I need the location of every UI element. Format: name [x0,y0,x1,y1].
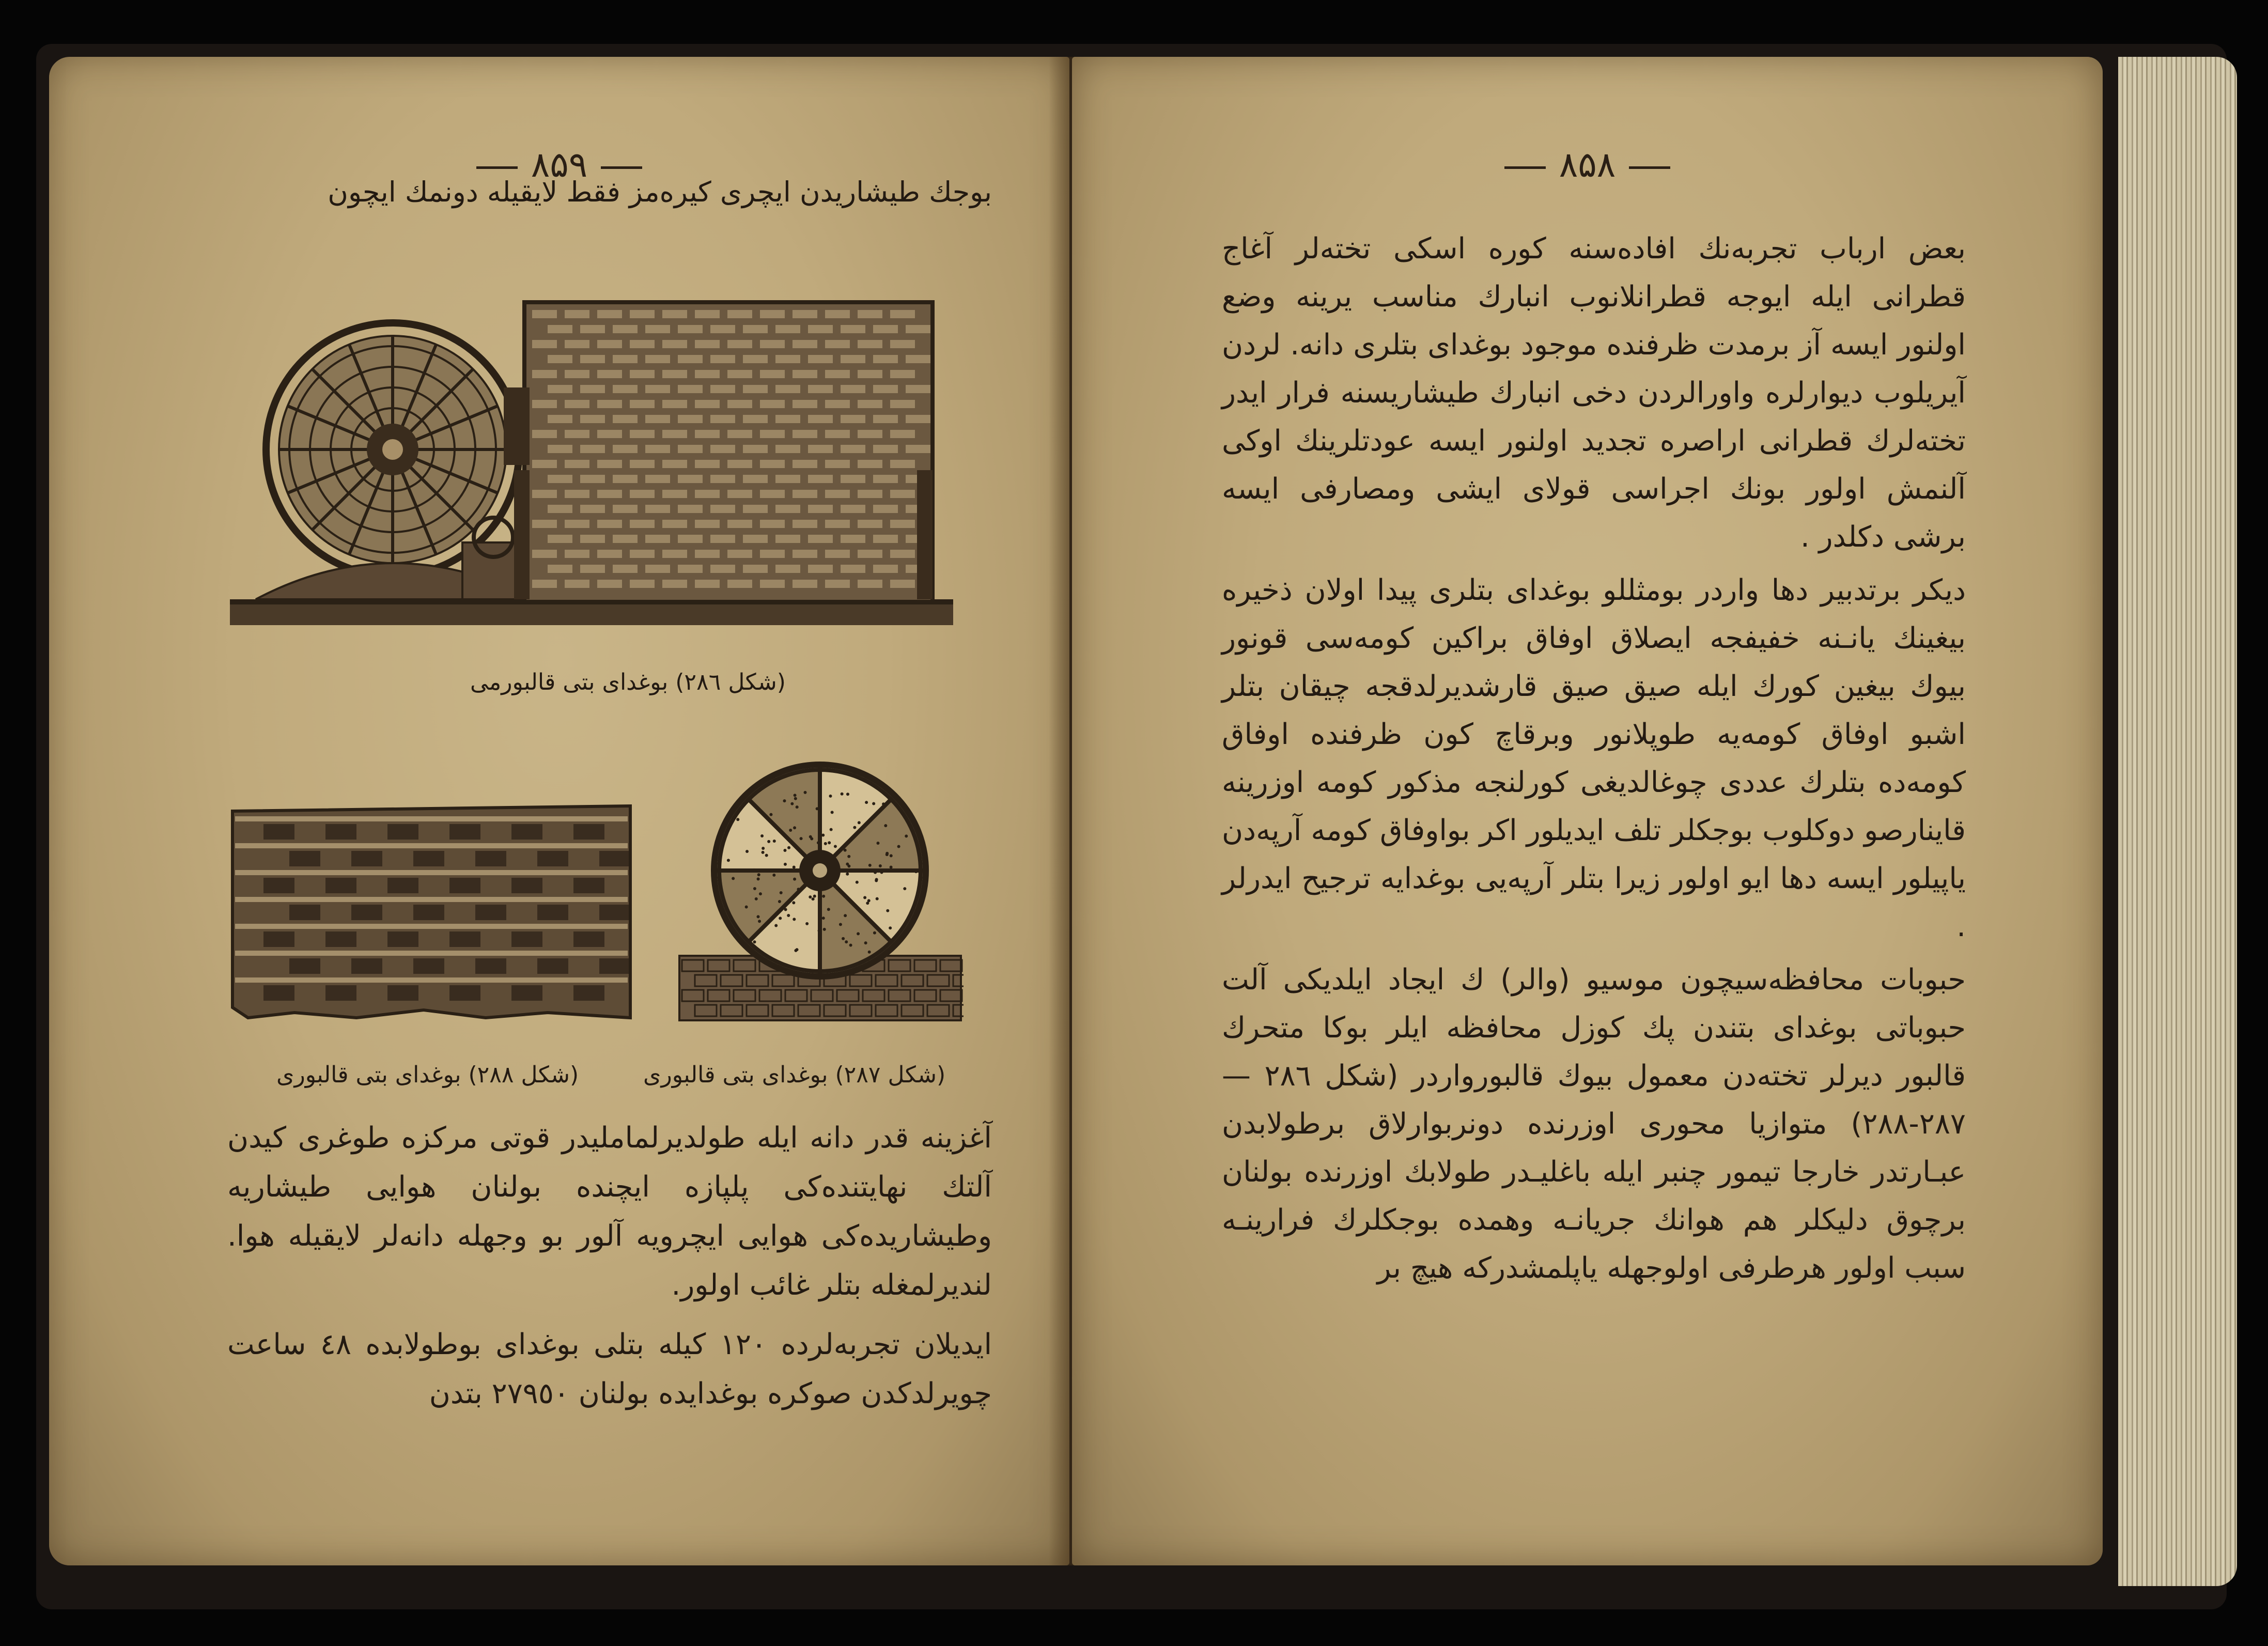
figure-286-caption: (شكل ٢٨٦) بوغداى بتى قالبورمى [470,669,786,695]
right-page [1072,57,2103,1565]
left-page [49,57,1069,1565]
left-paragraph-2: ايديلان تجربه‌لرده ١٢٠ كيله بتلى بوغداى بوطولابده ٤٨ ساعت چويرلدكدن صوكره بوغدايده بولنان ٢٧٩٥٠ بتدن [227,1328,992,1410]
left-body-text [227,1113,992,1418]
figure-287-illustration [677,754,964,1023]
right-body-text [1222,225,1966,1292]
left-paragraph-1: آغزينه قدر دانه ايله طولديرلمامليدر قوتى مركزه طوغرى كيدن آلتك نهايتنده‌كى پلپازه ايچنده بولنان هوايى طيشاريه وطيشاريده‌كى هوايى ايچرويه آلور بو وجهله دانه‌لر لايقيله هوا. لنديرلمغله بتلر غائب اولور. [227,1121,992,1302]
page-edges [2118,57,2237,1586]
figure-288-caption: (شكل ٢٨٨) بوغداى بتى قالبورى [276,1062,579,1088]
right-paragraph-3: حبوبات محافظه‌سيچون موسيو (والر) ك ايجاد ايلديكى آلت حبوباتى بوغداى بتندن پك كوزل محافظه ايلر بوكا متحرك قالبور ديرلر تخته‌دن معمول بيوك قالبورواردر (شكل ٢٨٦ — ٢٨٧-٢٨٨) متوازيا محورى اوزرنده دونربوارلاق برطولابدن عبـارتدر خارجا تيمور چنبر ايله باغليـدر طولابك اوزرنده بولنان برچوق دليكلر هم هوانك جريانـه وهمده بوجكلرك فرارينـه سبب اولور هرطرفى اولوجهله ياپلمشدركه هيچ بر [1222,963,1966,1285]
page-number-left: ۸۵۹ [49,145,1069,185]
figure-287-caption: (شكل ٢٨٧) بوغداى بتى قالبورى [643,1062,946,1088]
figure-288-illustration [227,801,641,1023]
figure-286-illustration [225,289,958,630]
right-paragraph-2: ديكر برتدبير دها واردر بومثللو بوغداى بتلرى پيدا اولان ذخيره بيغينك يانـنه خفيفجه ايصلاق اوفاق براكين كومه‌سى قونور بيوك بيغين كورك ايله صيق صيق قارشديرلدقجه چيقان بتلر اشبو اوفاق كومه‌يه طوپلانور وبرقاچ كون ظرفنده اوفاق كومه‌ده بتلرك عددى چوغالديغى كورلنجه مذكور كومه اوزرينه قاينارصو دوكلوب بوجكلر تلف ايديلور اكر بواوفاق كومه آرپه‌دن ياپيلور ايسه دها ايو اولور زيرا بتلر آرپه‌يى بوغدايه ترجيح ايدرلر . [1222,573,1966,943]
page-number-right: ۸۵۸ [1072,145,2103,185]
left-first-line: بوجك طيشاريدن ايچرى كيره‌مز فقط لايقيله دونمك ايچون [328,176,992,208]
right-paragraph-1: بعض ارباب تجربه‌نك افاده‌سنه كوره اسكى تخته‌لر آغاج قطرانى ايله ايوجه قطرانلانوب انبارك مناسب يرينه وضع اولنور ايسه آز برمدت ظرفنده موجود بوغداى بتلرى دانه. لردن آيريلوب ديوارلره واورالردن دخى انبارك طيشاريسنه فرار ايدر تخته‌لرك قطرانى اراصره تجديد اولنور ايسه عودتلرينك اوكى آلنمش اولور بونك اجراسى قولاى ايشى ومصارفى ايسه برشى دكلدر . [1222,232,1966,554]
